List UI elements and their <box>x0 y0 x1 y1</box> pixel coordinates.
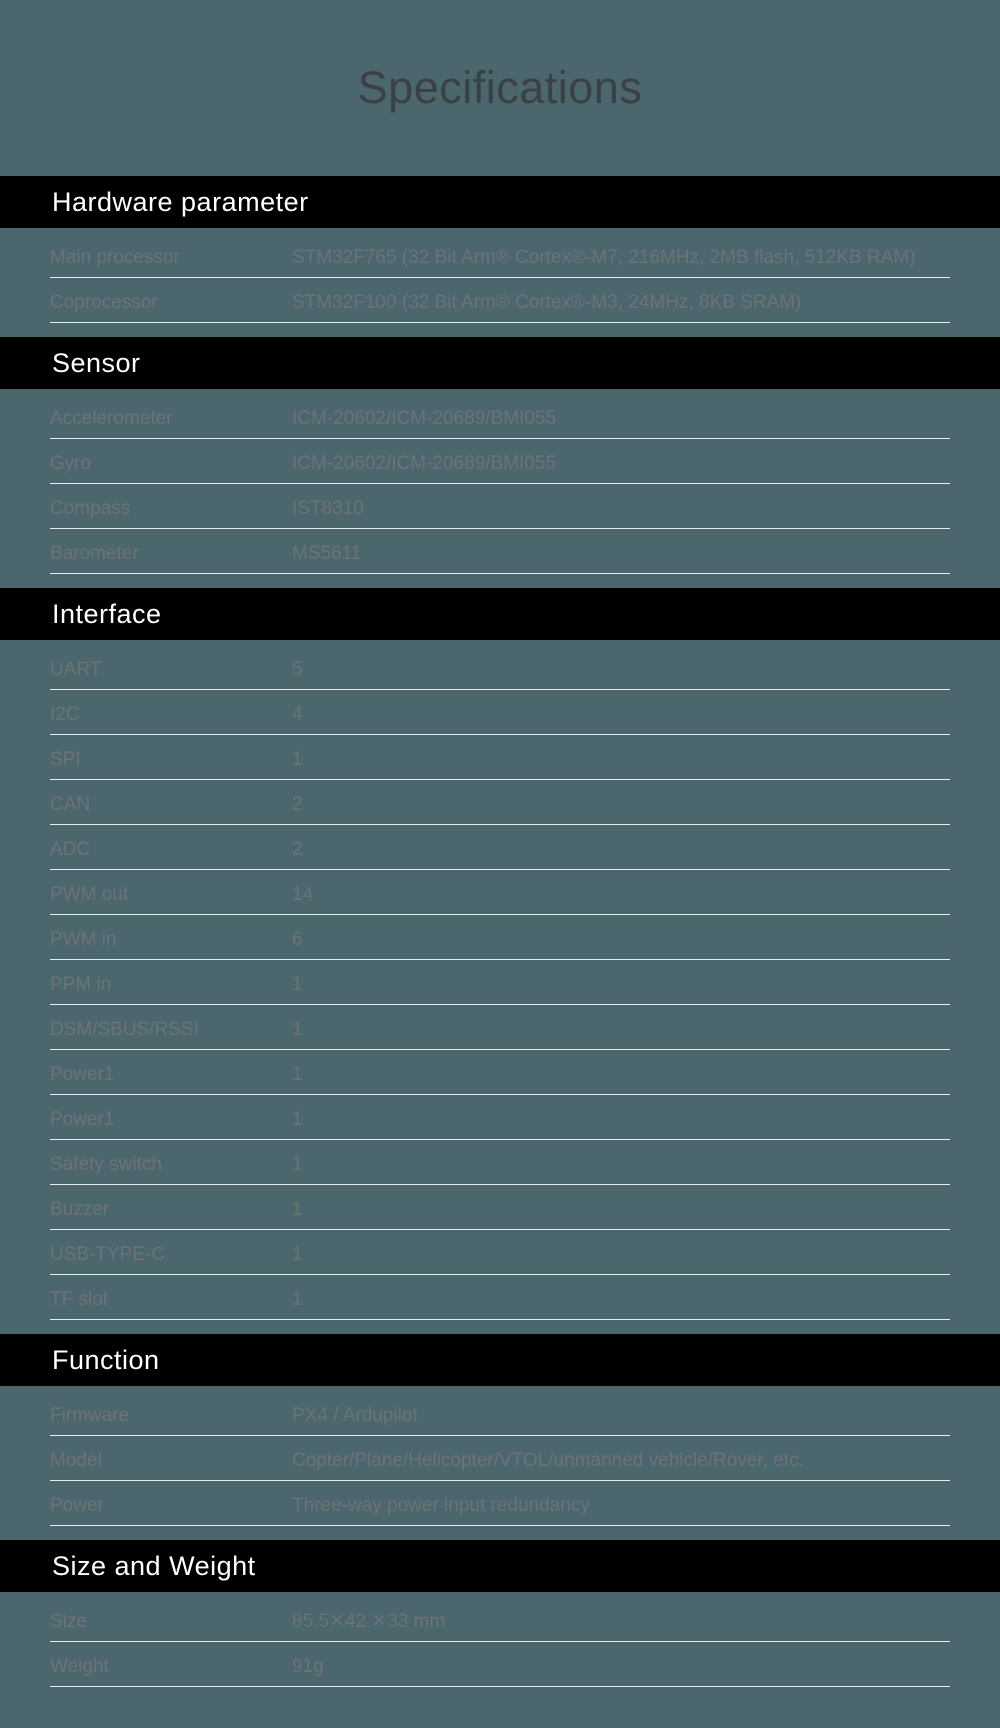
spec-row-value: 1 <box>292 749 303 770</box>
spec-row-value: STM32F100 (32 Bit Arm® Cortex®-M3, 24MHz, 8KB SRAM) <box>292 292 802 313</box>
spec-row-label: Main processor <box>50 247 180 268</box>
spec-rows <box>0 228 1000 337</box>
spec-row-label: Barometer <box>50 543 139 564</box>
spec-row-label: PPM in <box>50 974 112 995</box>
spec-row-value: 85.5✕42 ✕33 mm <box>292 1611 446 1632</box>
spec-row-label: UART <box>50 659 102 680</box>
spec-row-value: STM32F765 (32 Bit Arm® Cortex®-M7, 216MHz, 2MB flash, 512KB RAM) <box>292 247 916 268</box>
spec-row-label: ADC <box>50 839 91 860</box>
spec-section <box>0 337 1000 588</box>
spec-row-label: Coprocessor <box>50 292 158 313</box>
spec-row-value: 91g <box>292 1656 324 1677</box>
spec-row <box>50 233 950 278</box>
spec-rows <box>0 1386 1000 1540</box>
section-title: Hardware parameter <box>52 186 309 217</box>
spec-row-value: 1 <box>292 1019 303 1040</box>
spec-row-value: 1 <box>292 974 303 995</box>
spec-row-value: Copter/Plane/Helicopter/VTOL/unmanned vehicle/Rover, etc. <box>292 1450 804 1471</box>
spec-row-label: PWM in <box>50 929 117 950</box>
spec-section <box>0 588 1000 1334</box>
spec-row <box>50 394 950 439</box>
spec-row-value: 1 <box>292 1289 303 1310</box>
spec-row <box>50 735 950 780</box>
spec-row <box>50 645 950 690</box>
spec-row <box>50 1095 950 1140</box>
spec-row-label: USB-TYPE-C <box>50 1244 166 1265</box>
spec-section <box>0 1540 1000 1701</box>
spec-row <box>50 915 950 960</box>
spec-row <box>50 1275 950 1320</box>
spec-row-label: Buzzer <box>50 1199 110 1220</box>
spec-row-value: 1 <box>292 1064 303 1085</box>
section-header-bar <box>0 1334 1000 1386</box>
spec-row <box>50 1230 950 1275</box>
section-header-bar <box>0 337 1000 389</box>
spec-row-value: MS5611 <box>292 543 362 564</box>
spec-row-label: Firmware <box>50 1405 130 1426</box>
spec-row-label: Power <box>50 1495 104 1516</box>
spec-row-label: PWM out <box>50 884 129 905</box>
section-title: Size and Weight <box>52 1550 256 1581</box>
section-header-bar <box>0 588 1000 640</box>
spec-row <box>50 484 950 529</box>
spec-row-value: PX4 / Ardupilot <box>292 1405 418 1426</box>
spec-section <box>0 1334 1000 1540</box>
spec-row-value: ICM-20602/ICM-20689/BMI055 <box>292 453 557 474</box>
spec-rows <box>0 1592 1000 1701</box>
spec-row-value: ICM-20602/ICM-20689/BMI055 <box>292 408 557 429</box>
spec-section <box>0 176 1000 337</box>
spec-row-label: Weight <box>50 1656 109 1677</box>
spec-rows <box>0 389 1000 588</box>
spec-row-label: Power1 <box>50 1064 115 1085</box>
spec-row-label: Accelerometer <box>50 408 173 429</box>
spec-row <box>50 1185 950 1230</box>
spec-sections <box>0 176 1000 1701</box>
spec-row-value: 14 <box>292 884 314 905</box>
spec-row-label: Size <box>50 1611 87 1632</box>
spec-row-value: 1 <box>292 1154 303 1175</box>
section-title: Sensor <box>52 347 141 378</box>
spec-row-label: Safety switch <box>50 1154 162 1175</box>
spec-row <box>50 529 950 574</box>
spec-row <box>50 960 950 1005</box>
spec-row-value: 1 <box>292 1199 303 1220</box>
page-title-area <box>0 0 1000 176</box>
spec-row-value: 5 <box>292 659 303 680</box>
spec-row-label: Model <box>50 1450 102 1471</box>
spec-row-value: 6 <box>292 929 303 950</box>
spec-row <box>50 1140 950 1185</box>
spec-row <box>50 1005 950 1050</box>
spec-rows <box>0 640 1000 1334</box>
spec-row-label: CAN <box>50 794 91 815</box>
spec-row-label: Power1 <box>50 1109 115 1130</box>
spec-row <box>50 1642 950 1687</box>
section-title: Interface <box>52 598 162 629</box>
section-header-bar <box>0 1540 1000 1592</box>
spec-row <box>50 1050 950 1095</box>
spec-row <box>50 1597 950 1642</box>
spec-row-label: DSM/SBUS/RSSI <box>50 1019 199 1040</box>
spec-row-label: Compass <box>50 498 131 519</box>
spec-row <box>50 870 950 915</box>
spec-row-value: 1 <box>292 1109 303 1130</box>
spec-row <box>50 1436 950 1481</box>
spec-row-label: I2C <box>50 704 80 725</box>
spec-row <box>50 278 950 323</box>
spec-row <box>50 690 950 735</box>
section-title: Function <box>52 1344 160 1375</box>
spec-row-value: IST8310 <box>292 498 364 519</box>
spec-row-value: Three-way power input redundancy <box>292 1495 590 1516</box>
spec-row-label: SPI <box>50 749 81 770</box>
spec-row-value: 2 <box>292 839 303 860</box>
spec-row-label: Gyro <box>50 453 92 474</box>
spec-row <box>50 439 950 484</box>
spec-row <box>50 1391 950 1436</box>
spec-row-label: TF slot <box>50 1289 109 1310</box>
spec-row <box>50 1481 950 1526</box>
spec-row-value: 4 <box>292 704 303 725</box>
spec-row <box>50 825 950 870</box>
page-title: Specifications <box>357 62 643 113</box>
spec-row <box>50 780 950 825</box>
spec-row-value: 1 <box>292 1244 303 1265</box>
section-header-bar <box>0 176 1000 228</box>
spec-row-value: 2 <box>292 794 303 815</box>
